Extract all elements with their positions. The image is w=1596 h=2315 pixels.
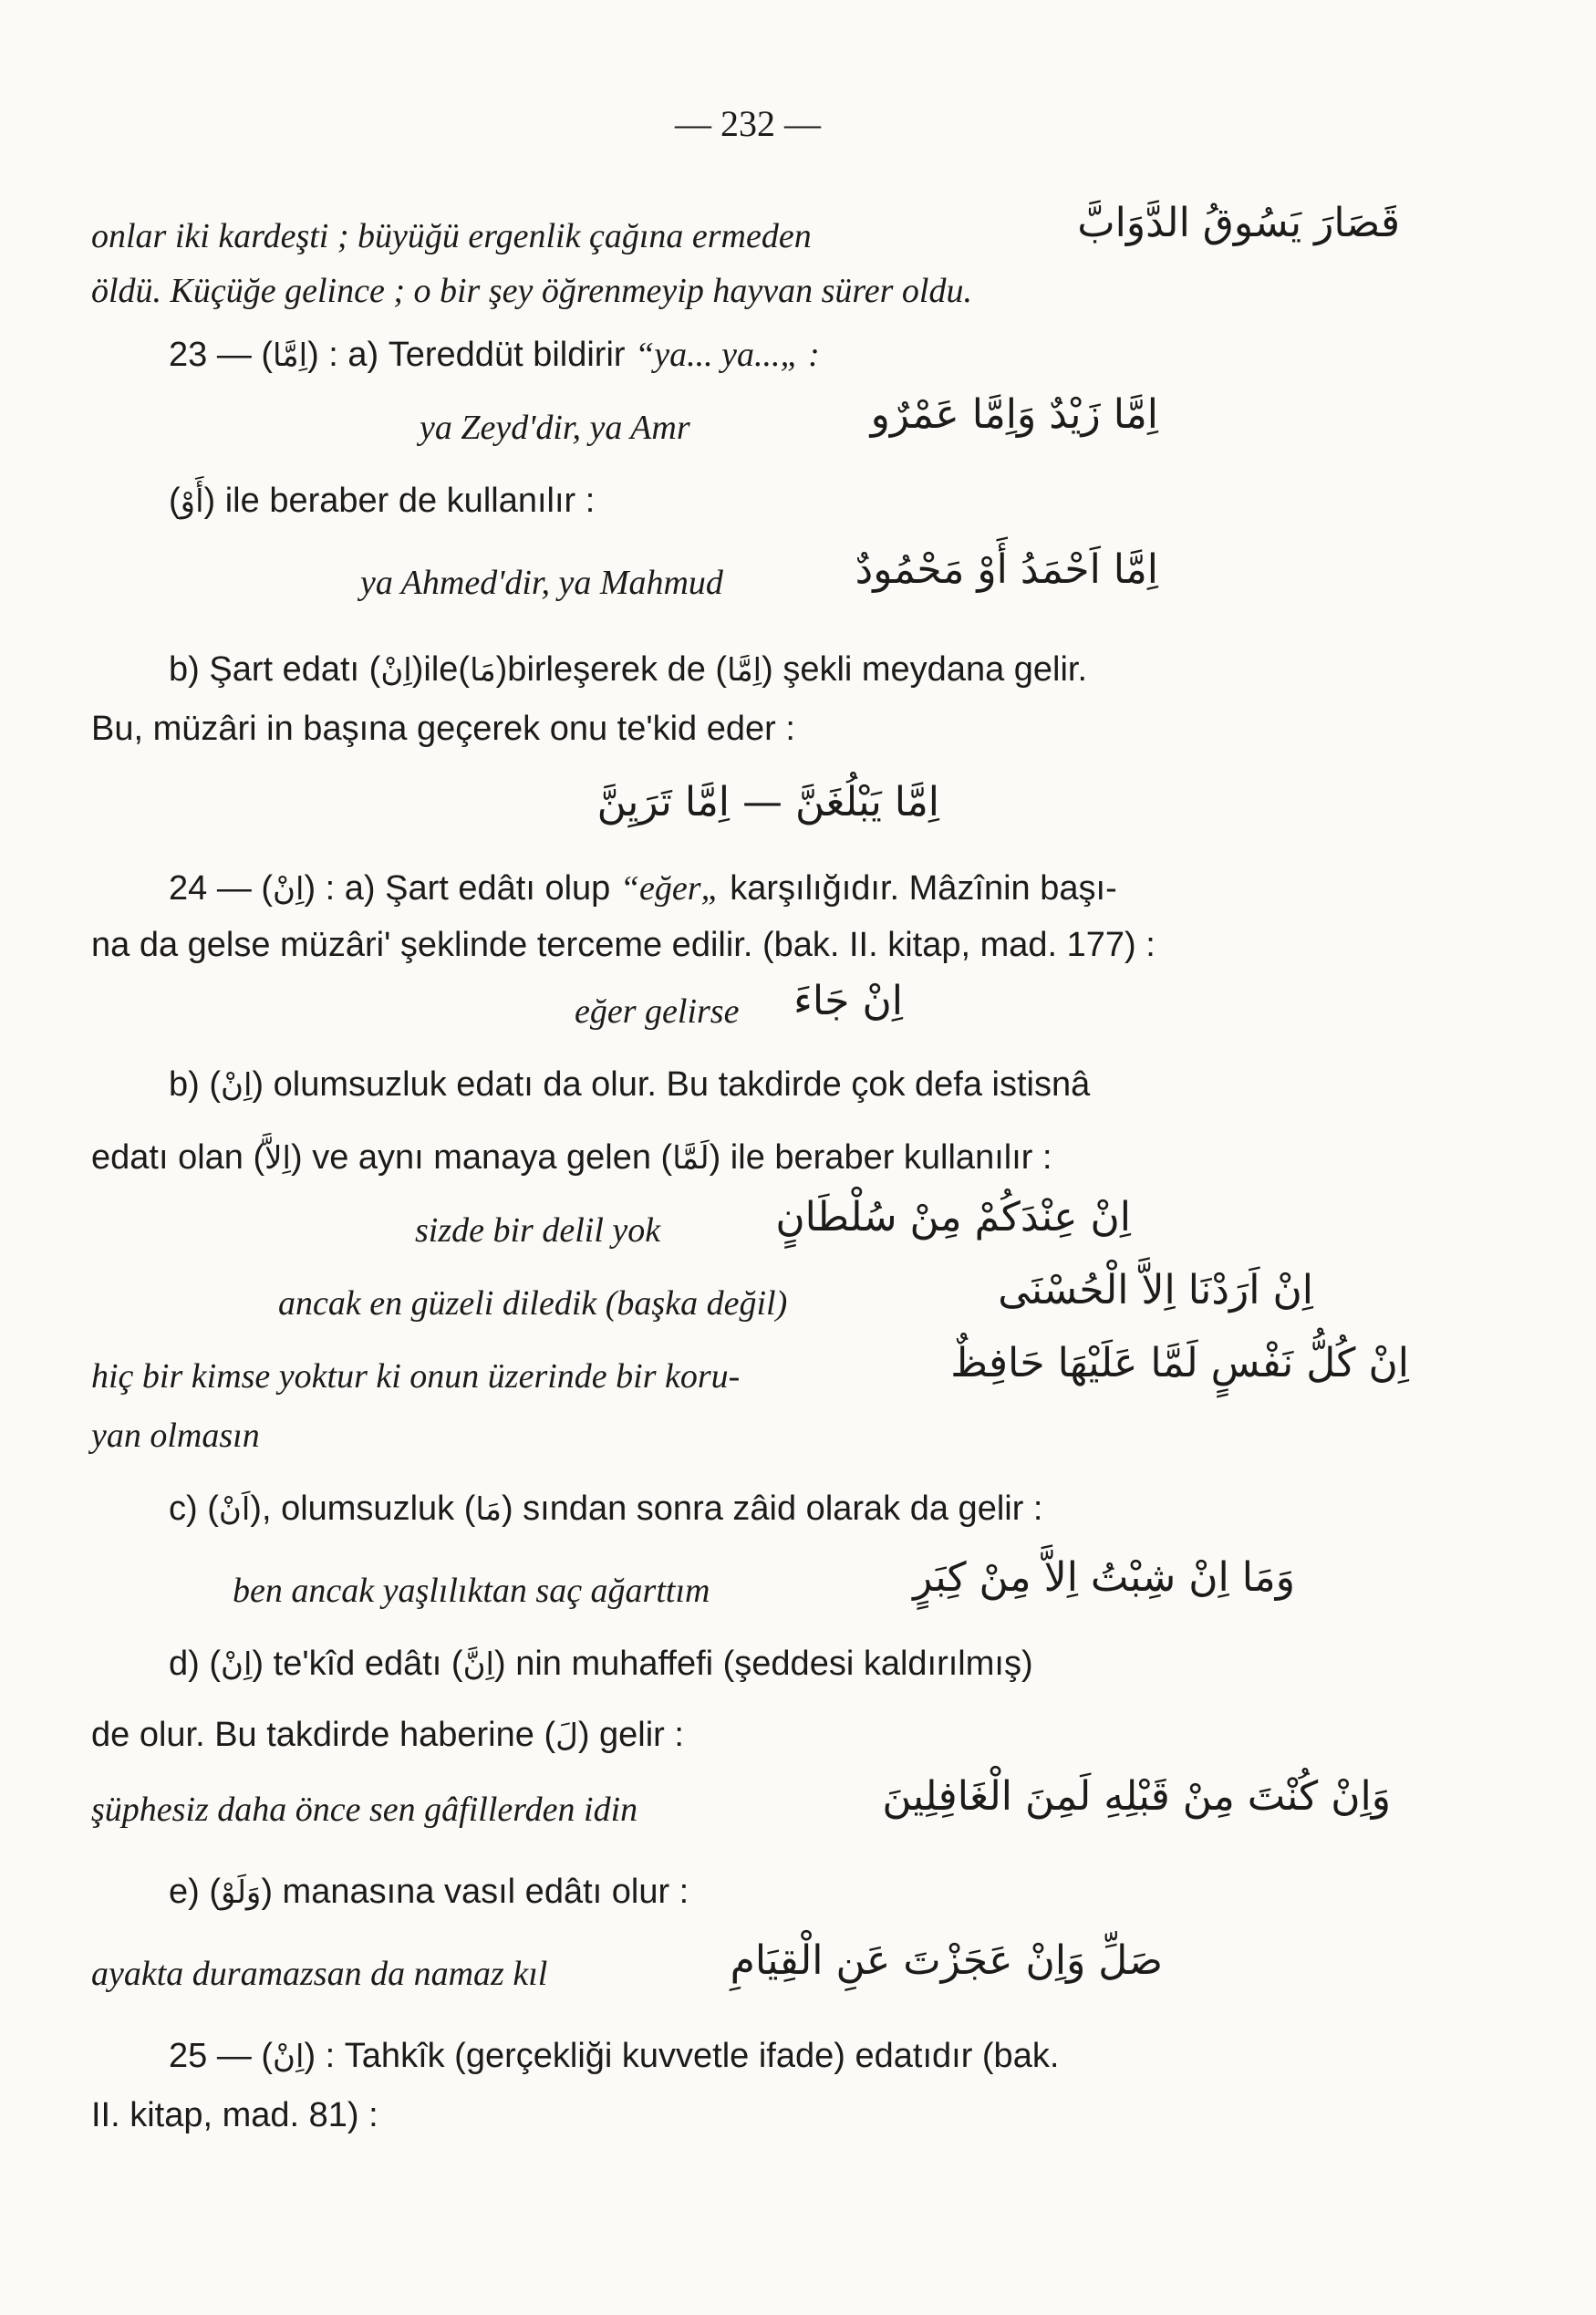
example-ar: اِمَّا يَبْلُغَنَّ — اِمَّا تَرَيِنَّ (596, 779, 939, 825)
section-24-c-line (169, 1487, 1042, 1531)
example-ar: اِنْ اَرَدْنَا اِلاَّ الْحُسْنَى (998, 1267, 1313, 1313)
section-23-b-line-2: Bu, müzâri in başına geçerek onu te'kid eder : (91, 710, 795, 748)
section-23-ev-line (169, 479, 595, 524)
arabic-term: لَمَّا (672, 1140, 710, 1177)
intro-arabic: قَصَارَ يَسُوقُ الدَّوَابَّ (1077, 200, 1400, 246)
arabic-term: اِنْ (273, 871, 305, 908)
example-ar: اِمَّا اَحْمَدُ أَوْ مَحْمُودٌ (855, 546, 1158, 593)
arabic-term: اِنْ (273, 2039, 305, 2075)
example-ar: صَلِّ وَاِنْ عَجَزْتَ عَنِ الْقِيَامِ (730, 1937, 1163, 1984)
text: b) Şart edatı ( (169, 650, 381, 689)
arabic-term: اِنَّ (462, 1646, 494, 1683)
arabic-term: لَ (555, 1718, 578, 1754)
arabic-term: اَنْ (218, 1491, 251, 1528)
text: )ile( (411, 650, 471, 689)
example-tr: ayakta duramazsan da namaz kıl (91, 1955, 548, 1993)
example-ar: اِنْ كُلُّ نَفْسٍ لَمَّا عَلَيْهَا حَافِظٌ (950, 1340, 1409, 1386)
arabic-term: مَا (470, 652, 496, 689)
arabic-term: اِلاَّ (264, 1140, 291, 1177)
example-tr: hiç bir kimse yoktur ki onun üzerinde bir koru- (91, 1357, 741, 1396)
text: 24 — ( (169, 869, 274, 908)
text: 23 — ( (169, 336, 274, 374)
text: ) nin muhaffefi (şeddesi kaldırılmış) (493, 1645, 1033, 1683)
text: ) ve aynı manaya gelen ( (290, 1138, 673, 1177)
example-ar: اِنْ جَاءَ (793, 978, 903, 1024)
text: edatı olan ( (91, 1138, 265, 1177)
section-24-b-line-2 (91, 1136, 1052, 1180)
text: ) : a) Tereddüt bildirir (307, 336, 636, 374)
text: ) gelir : (577, 1716, 684, 1754)
example-tr: eğer gelirse (575, 992, 740, 1031)
text: b) ( (169, 1065, 221, 1104)
arabic-term: مَا (475, 1491, 502, 1528)
example-tr: ya Zeyd'dir, ya Amr (420, 409, 690, 447)
section-24-heading (169, 867, 1117, 911)
example-tr: yan olmasın (91, 1417, 260, 1455)
text: )birleşerek de ( (495, 650, 728, 689)
text: de olur. Bu takdirde haberine ( (91, 1716, 556, 1754)
arabic-term: أَوْ (180, 483, 204, 520)
text: ( (169, 482, 181, 520)
text: d) ( (169, 1645, 221, 1683)
text: e) ( (169, 1873, 221, 1911)
text: ) : a) Şart edâtı olup (304, 869, 620, 908)
intro-line-1: onlar iki kardeşti ; büyüğü ergenlik çağına ermeden (91, 217, 812, 255)
section-24-e-line (169, 1870, 689, 1915)
text: ) ile beraber kullanılır : (709, 1138, 1052, 1177)
example-tr: şüphesiz daha önce sen gâfillerden idin (91, 1791, 638, 1829)
section-23-heading (169, 333, 820, 378)
quote: “ya... ya...„ : (635, 336, 820, 374)
section-25-line-2: II. kitap, mad. 81) : (91, 2096, 378, 2134)
text: ), olumsuzluk ( (250, 1490, 476, 1528)
example-ar: وَمَا اِنْ شِبْتُ اِلاَّ مِنْ كِبَرٍ (913, 1554, 1295, 1601)
page-number: — 232 — (675, 103, 821, 144)
arabic-term: وَلَوْ (221, 1874, 262, 1911)
example-ar: وَاِنْ كُنْتَ مِنْ قَبْلِهِ لَمِنَ الْغَافِلِينَ (882, 1773, 1391, 1820)
example-tr: sizde bir delil yok (415, 1211, 661, 1250)
arabic-term: اِنْ (380, 652, 412, 689)
section-23-b-line (169, 648, 1087, 692)
example-ar: اِنْ عِنْدَكُمْ مِنْ سُلْطَانٍ (775, 1194, 1131, 1241)
example-tr: ya Ahmed'dir, ya Mahmud (360, 564, 723, 602)
section-24-d-line-2 (91, 1713, 684, 1758)
text: c) ( (169, 1490, 219, 1528)
text: ) manasına vasıl edâtı olur : (261, 1873, 689, 1911)
arabic-term: اِمَّا (273, 337, 308, 374)
arabic-term: اِنْ (221, 1646, 253, 1683)
section-24-d-line (169, 1642, 1033, 1687)
arabic-term: اِنْ (221, 1067, 253, 1104)
example-tr: ancak en güzeli diledik (başka değil) (278, 1284, 788, 1323)
example-ar: اِمَّا زَيْدٌ وَاِمَّا عَمْرٌو (870, 391, 1158, 438)
intro-line-2: öldü. Küçüğe gelince ; o bir şey öğrenmeyip hayvan sürer oldu. (91, 272, 972, 310)
text: ) olumsuzluk edatı da olur. Bu takdirde çok defa istisnâ (252, 1065, 1091, 1104)
text: ) şekli meydana gelir. (762, 650, 1088, 689)
quote: “eğer„ (619, 869, 720, 908)
text: ) : Tahkîk (gerçekliği kuvvetle ifade) edatıdır (bak. (304, 2037, 1060, 2075)
text: 25 — ( (169, 2037, 274, 2075)
text: karşılığıdır. Mâzînin başı- (720, 869, 1117, 908)
text: ) ile beraber de kullanılır : (203, 482, 596, 520)
section-24-line-2: na da gelse müzâri' şeklinde terceme edilir. (bak. II. kitap, mad. 177) : (91, 926, 1156, 964)
text: ) te'kîd edâtı ( (252, 1645, 463, 1683)
section-25-heading (169, 2034, 1059, 2079)
text: ) sından sonra zâid olarak da gelir : (501, 1490, 1043, 1528)
section-24-b-line (169, 1063, 1090, 1107)
example-tr: ben ancak yaşlılıktan saç ağarttım (233, 1572, 710, 1610)
arabic-term: اِمَّا (727, 652, 762, 689)
